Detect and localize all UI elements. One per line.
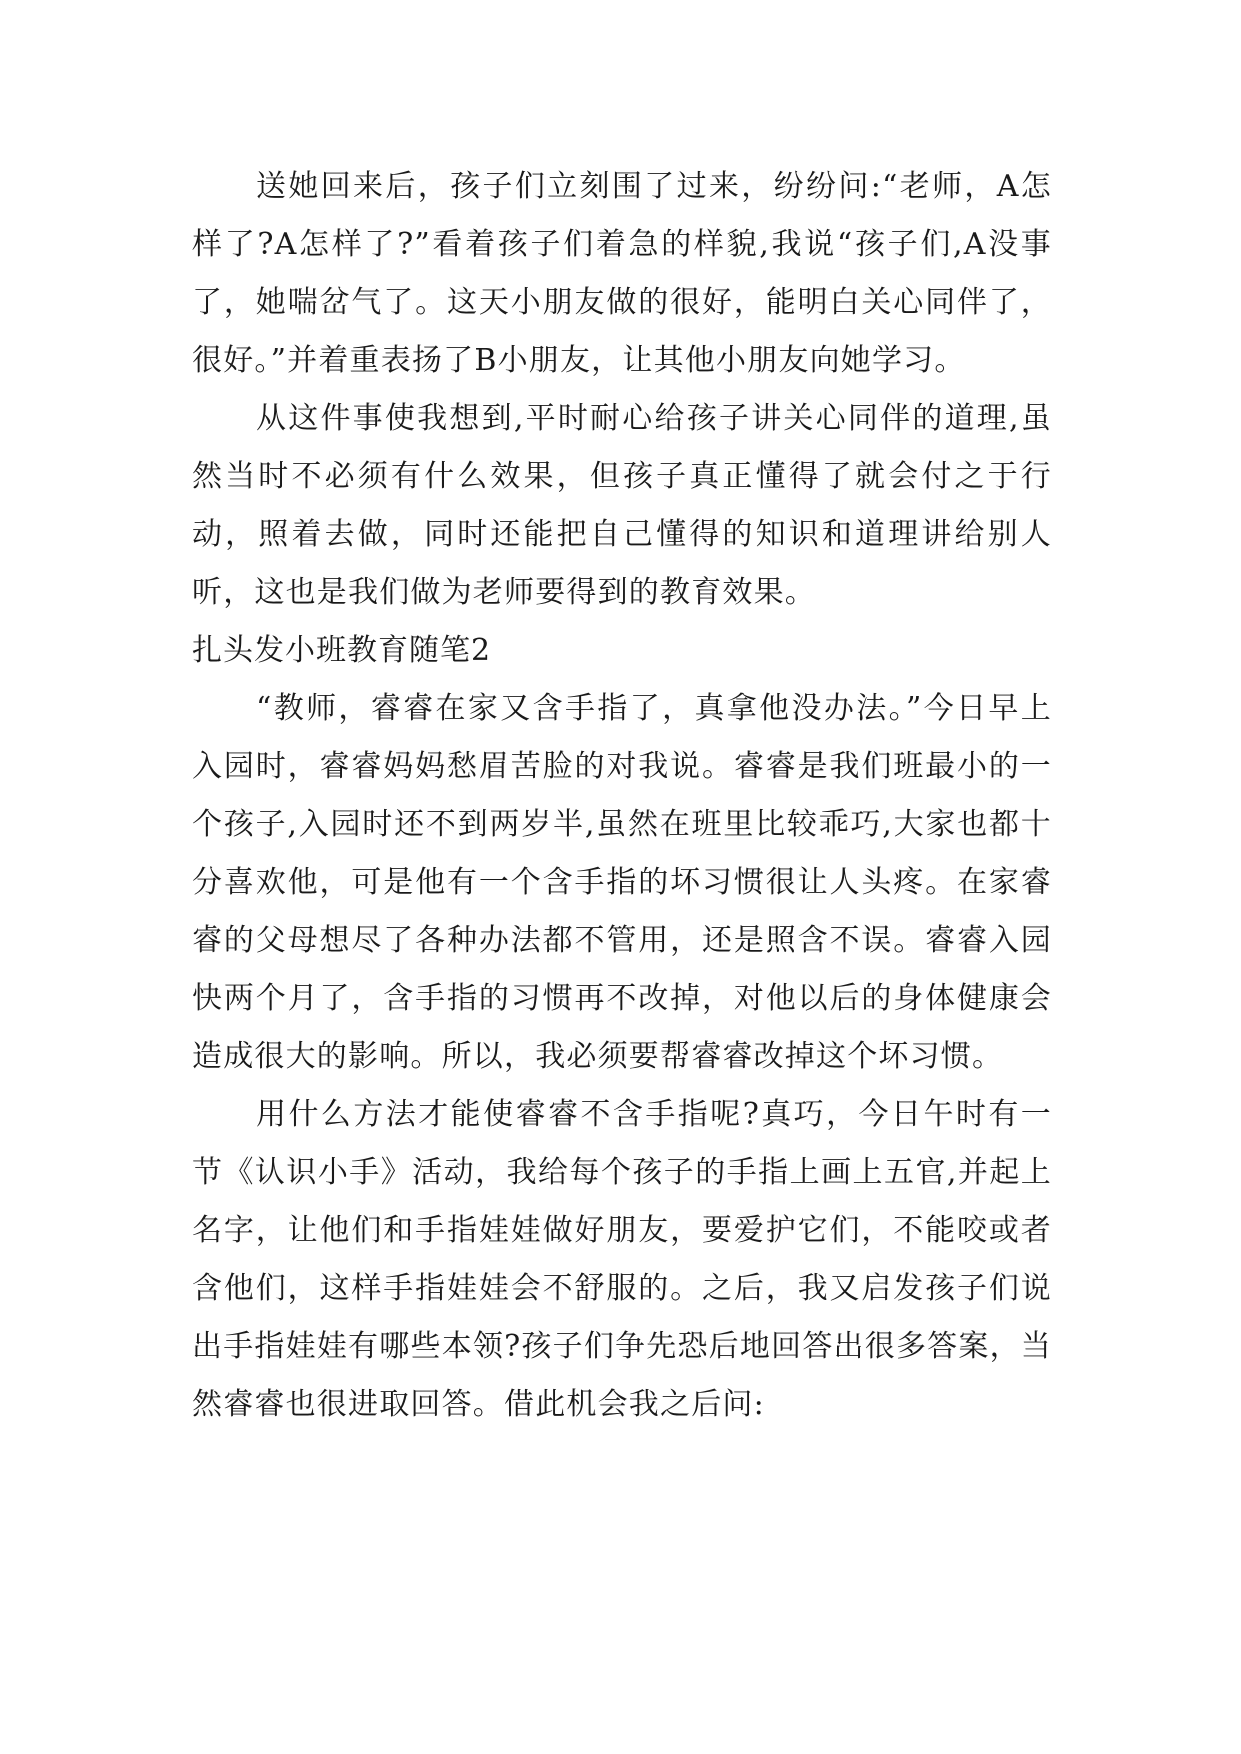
section-title: 扎头发小班教育随笔2 (192, 633, 492, 668)
paragraph: 从这件事使我想到,平时耐心给孩子讲关心同伴的道理,虽然当时不必须有什么效果，但孩子真正懂得了就会付之于行动，照着去做，同时还能把自己懂得的知识和道理讲给别人听，这也是我们做为老师要得到的教育效果。 (192, 401, 1052, 610)
paragraph: 用什么方法才能使睿睿不含手指呢?真巧，今日午时有一节《认识小手》活动，我给每个孩子的手指上画上五官,并起上名字，让他们和手指娃娃做好朋友，要爱护它们，不能咬或者含他们，这样手指娃娃会不舒服的。之后，我又启发孩子们说出手指娃娃有哪些本领?孩子们争先恐后地回答出很多答案，当然睿睿也很进取回答。借此机会我之后问: (192, 1097, 1052, 1422)
document-body (192, 158, 1052, 1434)
paragraph: 送她回来后，孩子们立刻围了过来，纷纷问:“老师，A怎样了?A怎样了?”看着孩子们着急的样貌,我说“孩子们,A没事了，她喘岔气了。这天小朋友做的很好，能明白关心同伴了，很好。”并着重表扬了B小朋友，让其他小朋友向她学习。 (192, 169, 1052, 378)
paragraph: “教师，睿睿在家又含手指了，真拿他没办法。”今日早上入园时，睿睿妈妈愁眉苦脸的对我说。睿睿是我们班最小的一个孩子,入园时还不到两岁半,虽然在班里比较乖巧,大家也都十分喜欢他，可是他有一个含手指的坏习惯很让人头疼。在家睿睿的父母想尽了各种办法都不管用，还是照含不误。睿睿入园快两个月了，含手指的习惯再不改掉，对他以后的身体健康会造成很大的影响。所以，我必须要帮睿睿改掉这个坏习惯。 (192, 691, 1052, 1074)
